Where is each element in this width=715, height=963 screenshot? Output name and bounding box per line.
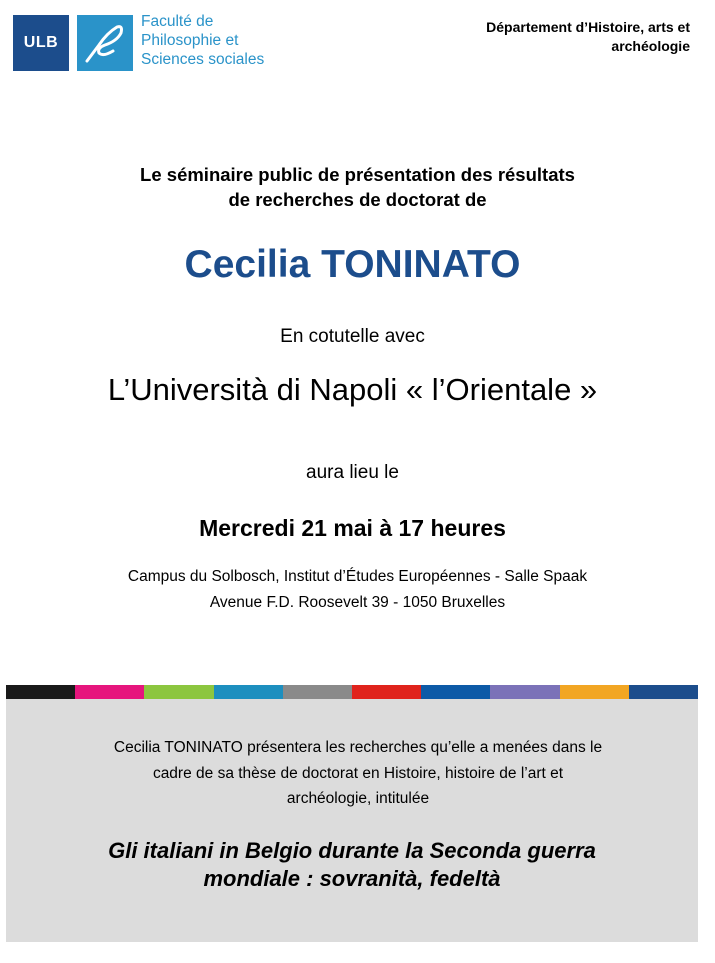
- stripe-segment: [490, 685, 559, 699]
- event-date: Mercredi 21 mai à 17 heures: [199, 515, 506, 541]
- venue-line: Avenue F.D. Roosevelt 39 - 1050 Bruxelles: [209, 594, 506, 611]
- stripe-segment: [352, 685, 421, 699]
- candidate-name: Cecilia TONINATO: [184, 243, 521, 286]
- ulb-logo-text: ULB: [23, 34, 59, 51]
- description: [42, 735, 674, 812]
- faculty-logo-icon: [77, 15, 133, 71]
- stripe-segment: [75, 685, 144, 699]
- seminar-intro: [0, 162, 715, 212]
- stripe-segment: [214, 685, 283, 699]
- description-box: [6, 699, 698, 942]
- venue-line: Campus du Solbosch, Institut d’Études Européennes - Salle Spaak: [127, 568, 588, 585]
- stripe-segment: [283, 685, 352, 699]
- faculty-line: Philosophie et: [141, 32, 239, 49]
- faculty-line: Faculté de: [141, 13, 214, 30]
- description-line: archéologie, intitulée: [286, 790, 430, 807]
- stripe-segment: [560, 685, 629, 699]
- department-name: [430, 18, 690, 56]
- stripe-segment: [629, 685, 698, 699]
- faculty-line: Sciences sociales: [141, 51, 265, 68]
- thesis-title-line: Gli italiani in Belgio durante la Seconda guerra: [108, 838, 596, 863]
- thesis-title-line: mondiale : sovranità, fedeltà: [203, 866, 501, 891]
- stripe-segment: [144, 685, 213, 699]
- description-line: cadre de sa thèse de doctorat en Histoire, histoire de l’art et: [152, 764, 564, 782]
- cotutelle-label: En cotutelle avec: [280, 326, 425, 347]
- partner-university: L’Università di Napoli « l’Orientale »: [107, 372, 598, 407]
- intro-line: de recherches de doctorat de: [228, 189, 487, 210]
- venue: [0, 564, 715, 616]
- faculty-name: [141, 12, 264, 69]
- description-line: Cecilia TONINATO présentera les recherches qu’elle a menées dans le: [113, 739, 603, 756]
- intro-line: Le séminaire public de présentation des résultats: [140, 164, 575, 185]
- aura-lieu-label: aura lieu le: [306, 462, 399, 483]
- department-line: archéologie: [611, 38, 690, 54]
- color-stripe: [6, 685, 698, 699]
- thesis-title: [26, 837, 678, 893]
- department-line: Département d’Histoire, arts et: [486, 19, 690, 35]
- ulb-logo: [13, 15, 69, 71]
- stripe-segment: [421, 685, 490, 699]
- stripe-segment: [6, 685, 75, 699]
